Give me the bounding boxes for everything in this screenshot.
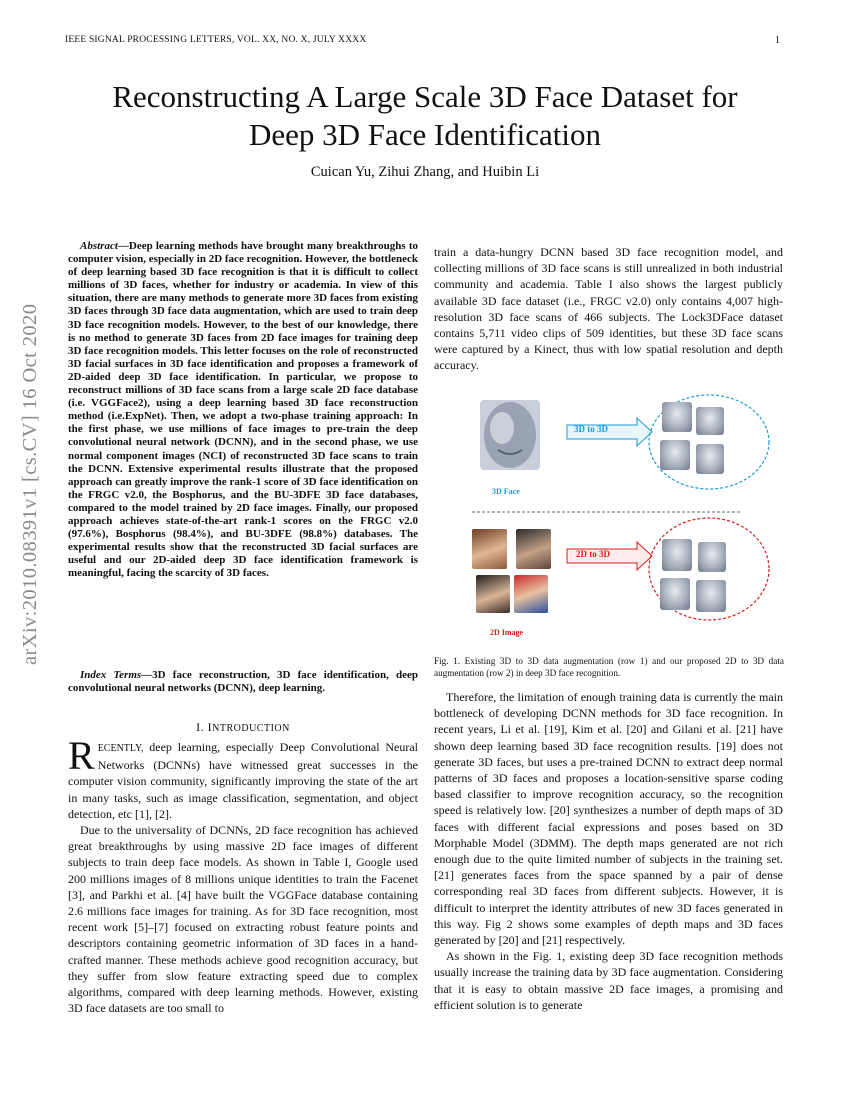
photo-4 bbox=[514, 575, 548, 613]
reconstructed-face-4 bbox=[696, 580, 726, 612]
arrow2-label: 2D to 3D bbox=[576, 549, 610, 559]
figure-1-caption: Fig. 1. Existing 3D to 3D data augmentation (row 1) and our proposed 2D to 3D data augmentation (row 2) in deep 3D face recognition. bbox=[434, 656, 784, 678]
arxiv-stamp-text: arXiv:2010.08391v1 [cs.CV] 16 Oct 2020 bbox=[19, 303, 41, 665]
section-heading bbox=[68, 720, 418, 735]
section-numeral: I. bbox=[196, 720, 208, 734]
abstract-text: —Deep learning methods have brought many breakthroughs to computer vision, especially in 2D face recognition. However, the bottleneck of deep learning based 3D face recognition is that it is difficult to collect millions of 3D faces, whether for industry or academia. In view of this situation, there are many methods to generate more 3D faces from existing 3D faces through 3D face data augmentation, which are used to train deep 3D face recognition models. However, to the best of our knowledge, there is no method to generate 3D faces from 2D face images for training deep 3D face recognition models. This letter focuses on the role of reconstructed 3D facial surfaces in 3D face identification and proposes a framework of 2D-aided deep 3D face identification. In particular, we propose to reconstruct millions of 3D face scans from a large scale 2D face database (i.e. VGGFace2), using a deep learning based 3D face reconstruction method (i.e.ExpNet). Then, we adopt a two-phase training approach: In the first phase, we use millions of face images to pre-train the deep convolutional neural network (DCNN), and in the second phase, we use normal component images (NCI) of reconstructed 3D face scans to train the DCNN. Extensive experimental results illustrate that the proposed approach can greatly improve the rank-1 score of 3D face identification on the FRGC v2.0, the Bosphorus, and the BU-3DFE 3D face databases, compared to the model trained by 2D face images. Finally, our proposed approach achieves state-of-the-art rank-1 scores on the FRGC v2.0 (97.6%), Bosphorus (98.4%), and BU-3DFE (98.8%) databases. The experimental results show that the reconstructed 3D facial surfaces are useful and our 2D-aided deep 3D face identification framework is meaningful, facing the scarcity of 3D faces. bbox=[68, 240, 418, 580]
figure-1 bbox=[472, 392, 784, 647]
index-terms bbox=[68, 669, 418, 695]
paper-title bbox=[40, 78, 810, 154]
arrow1-label: 3D to 3D bbox=[574, 424, 608, 434]
abstract bbox=[68, 240, 418, 580]
augmented-face-1 bbox=[662, 402, 692, 432]
right-body bbox=[434, 689, 783, 1013]
right-paragraph-1: train a data-hungry DCNN based 3D face recognition model, and collecting millions of 3D face scans is still unrealized in both industrial community and academia. Table I also shows the largest publicly available 3D face dataset (i.e., FRGC v2.0) only contains 4,007 high-resolution 3D face scans of 466 subjects. The Lock3DFace dataset contains 5,711 video clips of 509 identities, but these 3D face scans were captured by a Kinect, thus with low spatial resolution and depth accuracy. bbox=[434, 245, 783, 373]
running-header: IEEE SIGNAL PROCESSING LETTERS, VOL. XX, NO. X, JULY XXXX bbox=[65, 35, 367, 45]
augmented-face-2 bbox=[696, 407, 724, 435]
augmented-face-3 bbox=[660, 440, 690, 470]
row2-label: 2D Image bbox=[490, 628, 524, 637]
photo-3 bbox=[476, 575, 510, 613]
row1-label: 3D Face bbox=[492, 487, 520, 496]
intro-p1-text: deep learning, especially Deep Convolutional Neural Networks (DCNNs) have witnessed great successes in the computer vision community, significantly improving the state of the art in many tasks, such as image classification, segmentation, and object detection, etc [1], [2]. bbox=[68, 740, 418, 821]
right-paragraph-3: As shown in the Fig. 1, existing deep 3D face recognition methods usually increase the training data by 3D face augmentation. Considering that it is easy to obtain massive 2D face images, a promising and efficient solution is to generate bbox=[434, 949, 783, 1012]
reconstructed-face-2 bbox=[698, 542, 726, 572]
photo-2 bbox=[516, 529, 551, 569]
abstract-label: Abstract bbox=[80, 240, 118, 252]
reconstructed-face-1 bbox=[662, 539, 692, 571]
intro-paragraph-2: Due to the universality of DCNNs, 2D face recognition has achieved great breakthroughs by using massive 2D face images of different subjects to train deep face models. As shown in Table I, Google used 200 millions images of 8 millions unique identities to train the Facenet [3], and Parkhi et al. [4] have built the VGGFace database containing 2.6 millions face images for training. As for 3D face recognition, most recent work [5]–[7] focused on extracting robust feature points and descriptors containing geometric information of 3D faces in a hand-crafted manner. These methods achieve good recognition accuracy, but they suffer from slow feature extracting speed due to complex algorithms, compared with deep learning methods. However, existing 3D face datasets are too small to bbox=[68, 823, 418, 1016]
right-paragraph-2: Therefore, the limitation of enough training data is currently the main bottleneck of developing DCNN methods for 3D face recognition. In recent years, Li et al. [19], Kim et al. [20] and Gilani et al. [21] have shown deep learning based 3D face recognition results. [19] does not generate 3D faces, but uses a pre-trained DCNN to extract deep normal patterns of 3D faces and proposes a location-sensitive sparse coding based classifier to improve recognition accuracy, so the recognition speed is relatively low. [20] synthesizes a number of depth maps of 3D faces with different facial expressions and poses based on 3D Morphable Model (3DMM). The depth maps generated are not rich enough due to the quite limited number of subjects in the training set. [21] generates faces from the space spanned by a pair of dense corresponding real 3D faces from different subjects. However, it is difficult to interpret the identity attributes of new 3D faces generated in this way. Fig 2 shows some examples of depth maps and 3D faces generated by [20] and [21] respectively. bbox=[434, 690, 783, 948]
intro-paragraph-1 bbox=[68, 733, 418, 822]
page-number: 1 bbox=[775, 35, 780, 46]
author-list: Cuican Yu, Zihui Zhang, and Huibin Li bbox=[310, 164, 540, 180]
title-line-1: Reconstructing A Large Scale 3D Face Dataset for bbox=[112, 79, 738, 114]
title-line-2: Deep 3D Face Identification bbox=[248, 117, 602, 152]
introduction-body bbox=[68, 733, 418, 1016]
index-terms-label: Index Terms bbox=[80, 669, 142, 681]
intro-smallcaps: ECENTLY, bbox=[97, 743, 144, 754]
photo-1 bbox=[472, 529, 507, 569]
arxiv-stamp bbox=[16, 293, 41, 665]
section-title-rest: NTRODUCTION bbox=[212, 723, 290, 734]
reconstructed-face-3 bbox=[660, 578, 690, 610]
index-terms-text: —3D face reconstruction, 3D face identification, deep convolutional neural networks (DCNN), deep learning. bbox=[68, 669, 418, 695]
section-title-cap: I bbox=[207, 720, 213, 734]
augmented-face-4 bbox=[696, 444, 724, 474]
drop-cap: R bbox=[68, 733, 95, 778]
